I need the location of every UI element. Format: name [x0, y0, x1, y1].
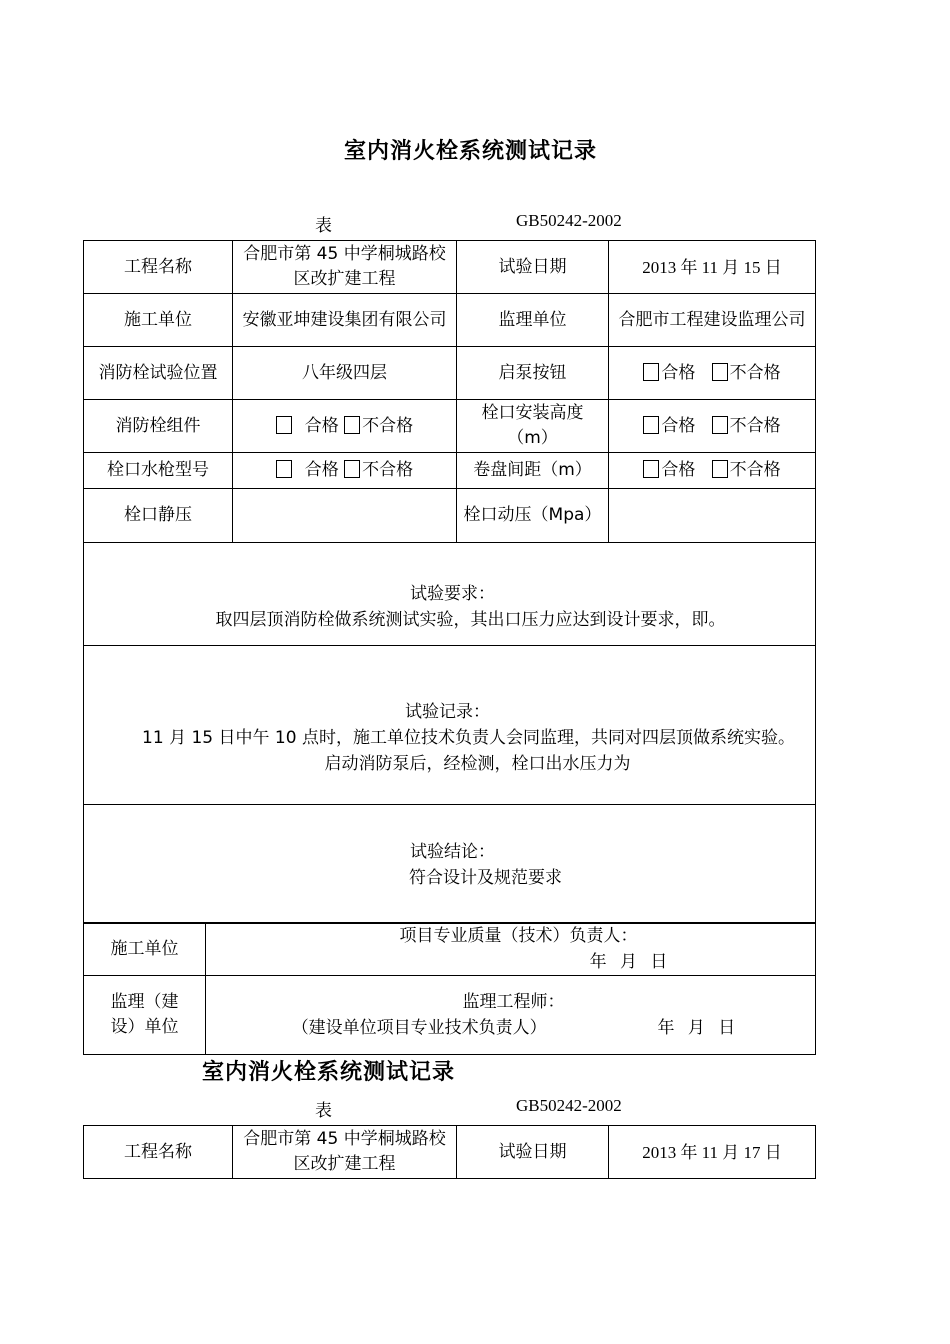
- conclusion-section: [84, 805, 816, 924]
- static-pressure-value[interactable]: [233, 489, 457, 543]
- hydrant-assembly-result: [233, 400, 457, 453]
- static-pressure-label: 栓口静压: [84, 489, 233, 543]
- reel-fail-option[interactable]: 不合格: [712, 460, 781, 480]
- height-pass-option[interactable]: 合格: [643, 416, 695, 436]
- test-location-value: 八年级四层: [233, 347, 457, 400]
- page-title-2: 室内消火栓系统测试记录: [202, 1060, 456, 1085]
- requirements-label: 试验要求：: [410, 584, 495, 604]
- checkbox-icon[interactable]: [276, 416, 292, 434]
- record-section: [84, 646, 816, 805]
- height-fail-option[interactable]: 不合格: [712, 416, 781, 436]
- requirements-section: [84, 543, 816, 646]
- project-name-label: 工程名称: [84, 241, 233, 294]
- pump-button-result: [609, 347, 816, 400]
- test-date-value: 2013 年 11 月 15 日: [609, 241, 816, 294]
- reel-pass-option[interactable]: 合格: [643, 460, 695, 480]
- pump-button-label: 启泵按钮: [457, 347, 609, 400]
- checkbox-icon[interactable]: [344, 460, 360, 478]
- record-label: 试验记录：: [405, 702, 490, 722]
- reel-spacing-label: 卷盘间距（m）: [457, 453, 609, 489]
- install-height-result: [609, 400, 816, 453]
- project-name-label-2: 工程名称: [84, 1126, 233, 1179]
- sign-supervisor-text-1: 监理工程师：: [462, 992, 565, 1012]
- checkbox-icon[interactable]: [344, 416, 360, 434]
- dynamic-pressure-label: 栓口动压（Mpa）: [457, 489, 609, 543]
- sign-supervisor-block: [206, 976, 816, 1055]
- contractor-label: 施工单位: [84, 294, 233, 347]
- test-date-label: 试验日期: [457, 241, 609, 294]
- contractor-value: 安徽亚坤建设集团有限公司: [233, 294, 457, 347]
- checkbox-icon[interactable]: [276, 460, 292, 478]
- install-height-label: 栓口安装高度（m）: [457, 400, 609, 453]
- assembly-pass-option[interactable]: 合格: [276, 416, 339, 436]
- nozzle-model-label: 栓口水枪型号: [84, 453, 233, 489]
- checkbox-icon[interactable]: [712, 363, 728, 381]
- sign-contractor-block: [206, 923, 816, 976]
- standard-code-2: GB50242-2002: [516, 1096, 622, 1115]
- conclusion-label: 试验结论：: [410, 842, 495, 862]
- conclusion-text: 符合设计及规范要求: [409, 868, 562, 888]
- project-name-value: 合肥市第 45 中学桐城路校区改扩建工程: [233, 241, 457, 294]
- record-table-2: [83, 1125, 816, 1179]
- assembly-fail-option[interactable]: 不合格: [344, 416, 413, 436]
- page-title: 室内消火栓系统测试记录: [344, 139, 598, 164]
- sign-supervisor-text-2: （建设单位项目专业技术负责人）: [291, 1018, 547, 1038]
- checkbox-icon[interactable]: [643, 460, 659, 478]
- test-location-label: 消防栓试验位置: [84, 347, 233, 400]
- hydrant-assembly-label: 消防栓组件: [84, 400, 233, 453]
- record-table: [83, 240, 816, 924]
- checkbox-icon[interactable]: [712, 460, 728, 478]
- sign-supervisor-label: 监理（建设）单位: [84, 976, 206, 1055]
- sign-contractor-label: 施工单位: [84, 923, 206, 976]
- requirements-text: 取四层顶消防栓做系统测试实验，其出口压力应达到设计要求，即。: [215, 610, 726, 630]
- reel-spacing-result: [609, 453, 816, 489]
- test-date-value-2: 2013 年 11 月 17 日: [609, 1126, 816, 1179]
- sign-contractor-date: 年 月 日: [589, 952, 668, 972]
- supervisor-value: 合肥市工程建设监理公司: [609, 294, 816, 347]
- pump-fail-option[interactable]: 不合格: [712, 363, 781, 383]
- supervisor-label: 监理单位: [457, 294, 609, 347]
- table-label-2: 表: [315, 1101, 332, 1120]
- checkbox-icon[interactable]: [712, 416, 728, 434]
- nozzle-model-result: [233, 453, 457, 489]
- checkbox-icon[interactable]: [643, 363, 659, 381]
- standard-code: GB50242-2002: [516, 211, 622, 230]
- record-text-2: 启动消防泵后，经检测，栓口出水压力为: [324, 754, 631, 774]
- table-label: 表: [315, 216, 332, 235]
- signature-table: [83, 922, 816, 1055]
- test-date-label-2: 试验日期: [457, 1126, 609, 1179]
- nozzle-pass-option[interactable]: 合格: [276, 460, 339, 480]
- checkbox-icon[interactable]: [643, 416, 659, 434]
- sign-contractor-text: 项目专业质量（技术）负责人：: [399, 926, 638, 946]
- dynamic-pressure-value[interactable]: [609, 489, 816, 543]
- nozzle-fail-option[interactable]: 不合格: [344, 460, 413, 480]
- record-text-1: 11 月 15 日中午 10 点时，施工单位技术负责人会同监理，共同对四层顶做系统实验。: [142, 728, 795, 748]
- project-name-value-2: 合肥市第 45 中学桐城路校区改扩建工程: [233, 1126, 457, 1179]
- pump-pass-option[interactable]: 合格: [643, 363, 695, 383]
- sign-supervisor-date: 年 月 日: [657, 1018, 736, 1038]
